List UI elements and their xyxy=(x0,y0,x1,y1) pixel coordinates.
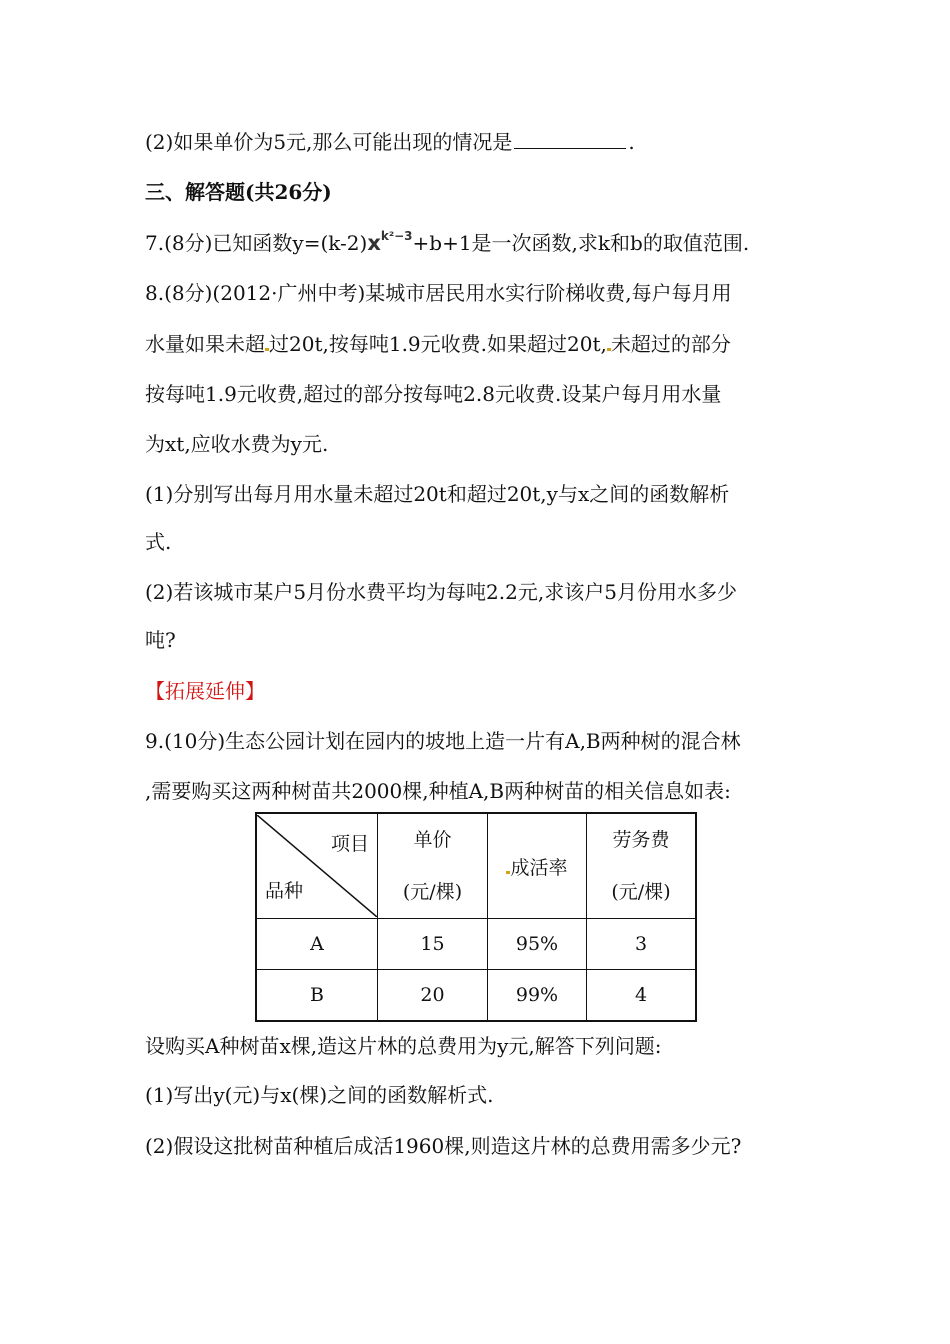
header-labor-line1: 劳务费 xyxy=(612,829,670,851)
q7-text-a: 7.(8分)已知函数y=(k-2) xyxy=(145,231,368,255)
header-price xyxy=(378,813,488,919)
section-heading: 三、解答题(共26分) xyxy=(145,180,332,204)
q7-math-base: x xyxy=(367,231,381,255)
cell-rate: 95% xyxy=(488,919,587,970)
q9-line-2: ,需要购买这两种树苗共2000棵,种植A,B两种树苗的相关信息如表: xyxy=(145,779,731,803)
corner-top-label: 项目 xyxy=(330,833,369,855)
table-header-row xyxy=(256,813,696,919)
extension-heading: 【拓展延伸】 xyxy=(145,679,265,703)
header-price-line1: 单价 xyxy=(413,829,452,851)
q6-part2-text: (2)如果单价为5元,那么可能出现的情况是 xyxy=(145,130,513,154)
header-labor xyxy=(587,813,697,919)
q7-text-b: +b+1是一次函数,求k和b的取值范围. xyxy=(412,231,750,255)
q8-line-3: 按每吨1.9元收费,超过的部分按每吨2.8元收费.设某户每月用水量 xyxy=(145,382,722,406)
q8-part2-line-2: 吨? xyxy=(145,628,176,652)
cell-price: 20 xyxy=(378,970,488,1021)
q8-part1-line-2: 式. xyxy=(145,530,172,554)
q8-line-2 xyxy=(145,334,731,354)
q8-line-2c: 未超过的部分 xyxy=(610,332,731,356)
answer-blank xyxy=(514,134,626,149)
cell-kind: A xyxy=(256,919,378,970)
q7-line xyxy=(145,229,750,255)
q9-part1-line: (1)写出y(元)与x(棵)之间的函数解析式. xyxy=(145,1083,494,1107)
cell-labor: 4 xyxy=(587,970,697,1021)
q6-part2-end: . xyxy=(628,130,635,154)
q8-line-2a: 水量如果未超 xyxy=(145,332,265,356)
table-row xyxy=(256,970,696,1021)
q9-line-1: 9.(10分)生态公园计划在园内的坡地上造一片有A,B两种树的混合林 xyxy=(145,729,741,753)
q8-line-1: 8.(8分)(2012·广州中考)某城市居民用水实行阶梯收费,每户每月用 xyxy=(145,281,732,305)
q8-line-4: 为xt,应收水费为y元. xyxy=(145,432,329,456)
q9-part2-line: (2)假设这批树苗种植后成活1960棵,则造这片林的总费用需多少元? xyxy=(145,1134,742,1158)
q9-intro-line: 设购买A种树苗x棵,造这片林的总费用为y元,解答下列问题: xyxy=(145,1034,662,1058)
q8-line-2b: 过20t,按每吨1.9元收费.如果超过20t, xyxy=(269,332,607,356)
header-rate-label: 成活率 xyxy=(510,856,568,879)
cell-kind: B xyxy=(256,970,378,1021)
q8-part2-line-1: (2)若该城市某户5月份水费平均为每吨2.2元,求该户5月份用水多少 xyxy=(145,580,737,604)
tree-info-table xyxy=(255,812,697,1022)
cell-price: 15 xyxy=(378,919,488,970)
q6-part2-line xyxy=(145,132,635,152)
table-row xyxy=(256,919,696,970)
q7-math-exponent: k²−3 xyxy=(380,229,413,243)
q8-part1-line-1: (1)分别写出每月用水量未超过20t和超过20t,y与x之间的函数解析 xyxy=(145,482,730,506)
cell-rate: 99% xyxy=(488,970,587,1021)
corner-bottom-label: 品种 xyxy=(265,880,304,902)
cell-labor: 3 xyxy=(587,919,697,970)
table-corner-cell xyxy=(256,813,378,919)
header-rate xyxy=(488,813,587,919)
header-price-line2: (元/棵) xyxy=(402,881,463,903)
header-labor-line2: (元/棵) xyxy=(611,881,671,903)
